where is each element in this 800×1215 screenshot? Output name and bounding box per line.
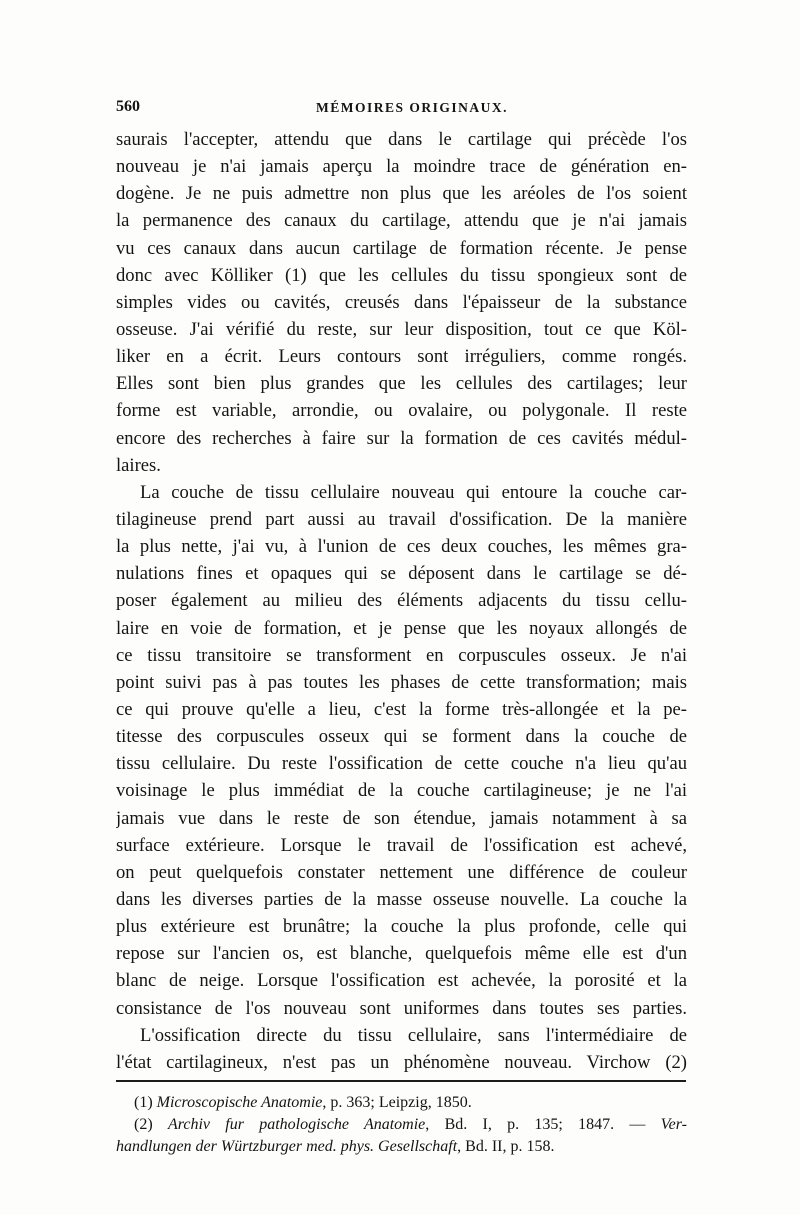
text-line: saurais l'accepter, attendu que dans le cartilage qui précède l'os <box>116 129 687 150</box>
text-line: plus extérieure est brunâtre; la couche la plus profonde, celle qui <box>116 916 687 938</box>
text-line: repose sur l'ancien os, est blanche, quelquefois même elle est d'un <box>116 943 687 965</box>
text-line: surface extérieure. Lorsque le travail de l'ossification est achevé, <box>116 834 687 856</box>
footnote-title: Archiv fur pathologische Anatomie <box>167 1116 426 1133</box>
footnote-1 <box>116 1092 687 1114</box>
text-line: l'état cartilagineux, n'est pas un phénomène nouveau. Virchow (2) <box>116 1051 687 1073</box>
text-line: titesse des corpuscules osseux qui se forment dans la couche de <box>116 726 687 748</box>
text-line: dans les diverses parties de la masse osseuse nouvelle. La couche la <box>116 888 687 910</box>
text-line: blanc de neige. Lorsque l'ossification est achevée, la porosité et la <box>116 970 687 992</box>
page-number: 560 <box>116 98 140 115</box>
text-line: ce qui prouve qu'elle a lieu, c'est la forme très-allongée et la pe- <box>116 698 687 720</box>
paragraph-end-line: consistance de l'os nouveau sont uniformes dans toutes ses parties. <box>116 997 687 1019</box>
text-line: dogène. Je ne puis admettre non plus que les aréoles de l'os soient <box>116 183 687 205</box>
text-line: forme est variable, arrondie, ou ovalaire, ou polygonale. Il reste <box>116 400 687 422</box>
text-line: jamais vue dans le reste de son étendue, jamais notamment à sa <box>116 807 687 829</box>
footnote-citation: , Bd. II, p. 158. <box>457 1138 555 1155</box>
text-line: poser également au milieu des éléments adjacents du tissu cellu- <box>116 590 687 612</box>
running-head <box>116 98 686 120</box>
paragraph-end-line: laires. <box>116 454 161 476</box>
text-line: laire en voie de formation, et je pense que les noyaux allongés de <box>116 617 687 639</box>
paragraph-start-line: L'ossification directe du tissu cellulaire, sans l'intermédiaire de <box>140 1024 687 1046</box>
footnote-title: Microscopische Anatomie <box>156 1094 323 1111</box>
text-line: nouveau je n'ai jamais aperçu la moindre trace de génération en- <box>116 156 687 178</box>
footnote-citation: , Bd. I, p. 135; 1847. — <box>425 1116 646 1133</box>
text-line: Elles sont bien plus grandes que les cellules des cartilages; leur <box>116 373 687 395</box>
text-line: la plus nette, j'ai vu, à l'union de ces deux couches, les mêmes gra- <box>116 536 687 558</box>
running-title: MÉMOIRES ORIGINAUX. <box>316 100 509 115</box>
paragraph-start-line: La couche de tissu cellulaire nouveau qui entoure la couche car- <box>140 481 687 503</box>
text-line: encore des recherches à faire sur la formation de ces cavités médul- <box>116 427 687 449</box>
footnote-2-continuation <box>116 1136 687 1158</box>
text-line: point suivi pas à pas toutes les phases de cette transformation; mais <box>116 671 687 693</box>
footnote-title-continued: Ver- <box>660 1116 687 1133</box>
footnotes <box>116 1092 687 1158</box>
text-line: voisinage le plus immédiat de la couche cartilagineuse; je ne l'ai <box>116 780 687 802</box>
footnote-title: handlungen der Würtzburger med. phys. Gesellschaft <box>116 1138 458 1155</box>
footnote-divider <box>116 1080 686 1082</box>
text-line: ce tissu transitoire se transforment en corpuscules osseux. Je n'ai <box>116 644 687 666</box>
body-text <box>116 126 687 1076</box>
text-line: osseuse. J'ai vérifié du reste, sur leur disposition, tout ce que Köl- <box>116 318 687 340</box>
footnote-2 <box>116 1114 687 1136</box>
footnote-mark: (1) <box>134 1094 153 1111</box>
text-line: tissu cellulaire. Du reste l'ossification de cette couche n'a lieu qu'au <box>116 753 687 775</box>
text-line: donc avec Kölliker (1) que les cellules du tissu spongieux sont de <box>116 264 687 286</box>
text-line: tilagineuse prend part aussi au travail d'ossification. De la manière <box>116 508 687 530</box>
text-line: liker en a écrit. Leurs contours sont irréguliers, comme rongés. <box>116 346 687 368</box>
text-line: la permanence des canaux du cartilage, attendu que je n'ai jamais <box>116 210 687 232</box>
text-line: nulations fines et opaques qui se déposent dans le cartilage se dé- <box>116 563 687 585</box>
footnote-citation: , p. 363; Leipzig, 1850. <box>322 1094 472 1111</box>
text-line: on peut quelquefois constater nettement une différence de couleur <box>116 861 687 883</box>
text-line: vu ces canaux dans aucun cartilage de formation récente. Je pense <box>116 237 687 259</box>
text-line: simples vides ou cavités, creusés dans l'épaisseur de la substance <box>116 291 687 313</box>
footnote-mark: (2) <box>134 1116 153 1133</box>
